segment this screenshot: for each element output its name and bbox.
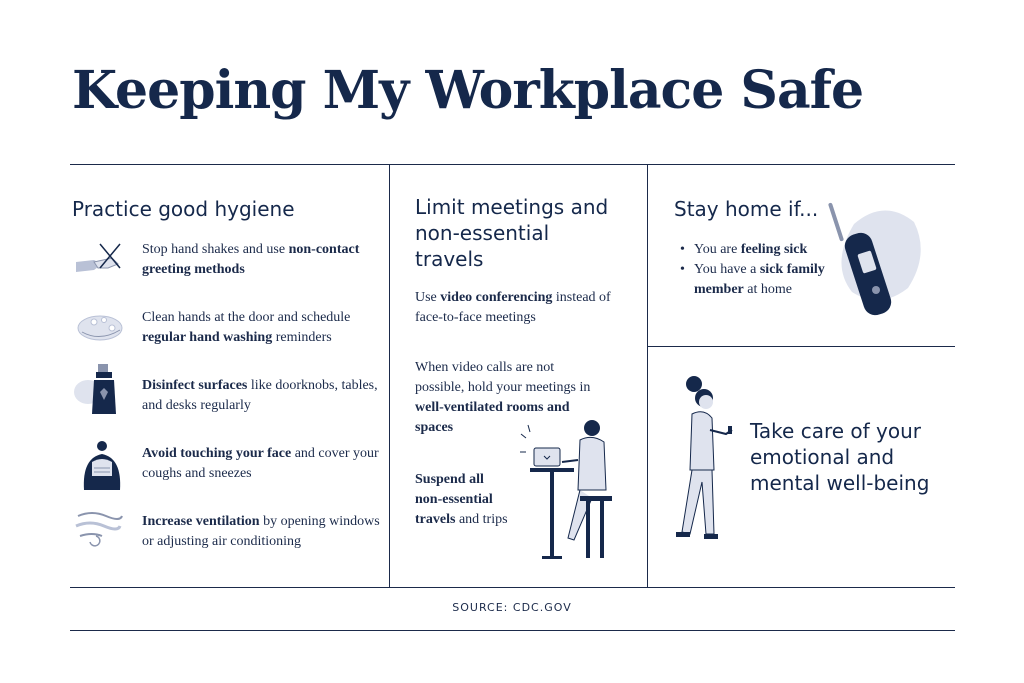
source-credit: SOURCE: CDC.GOV <box>452 601 572 614</box>
stay-home-list <box>678 240 828 300</box>
well-being-heading: Take care of your emotional and mental well-being <box>750 419 930 495</box>
meetings-paragraph-rooms: When video calls are not possible, hold your meetings in well-ventilated rooms and spaces <box>415 360 591 435</box>
column-divider-2 <box>647 164 648 587</box>
hygiene-tip <box>72 308 382 360</box>
column-divider-1 <box>389 164 390 587</box>
air-flow-icon <box>72 508 130 558</box>
thermometer-icon <box>824 194 928 320</box>
meetings-paragraph-travel: Suspend all non-essential travels and trips <box>415 472 508 527</box>
hygiene-tip-text: Clean hands at the door and schedule regular hand washing reminders <box>142 310 351 345</box>
hygiene-tip-text: Increase ventilation by opening windows or adjusting air conditioning <box>142 514 380 549</box>
hygiene-tip-text: Avoid touching your face and cover your coughs and sneezes <box>142 446 379 481</box>
hygiene-tip-text: Stop hand shakes and use non-contact greeting methods <box>142 242 360 277</box>
woman-with-phone-illustration <box>670 374 742 544</box>
meetings-paragraph-video: Use video conferencing instead of face-to-face meetings <box>415 290 611 325</box>
hygiene-heading: Practice good hygiene <box>72 197 295 221</box>
stay-home-item: • You are feeling sick <box>678 240 828 260</box>
cover-face-icon <box>72 440 130 490</box>
woman-at-laptop-illustration <box>520 410 620 562</box>
hygiene-tip <box>72 362 382 414</box>
top-divider <box>70 164 955 165</box>
footer-divider <box>70 630 955 631</box>
stay-home-heading: Stay home if... <box>674 197 819 221</box>
meetings-heading: Limit meetings and non-essential travels <box>415 195 609 271</box>
hand-washing-icon <box>72 308 130 358</box>
hygiene-tip-text: Disinfect surfaces like doorknobs, tables, and desks regularly <box>142 378 378 413</box>
spray-bottle-icon <box>72 362 130 412</box>
no-handshake-icon <box>72 240 130 290</box>
page-title: Keeping My Workplace Safe <box>72 60 864 121</box>
hygiene-tip <box>72 508 382 560</box>
hygiene-tip <box>72 440 382 492</box>
right-column-divider <box>647 346 955 347</box>
stay-home-item: • You have a sick family member at home <box>678 260 828 300</box>
hygiene-tip <box>72 240 382 292</box>
bottom-divider <box>70 587 955 588</box>
